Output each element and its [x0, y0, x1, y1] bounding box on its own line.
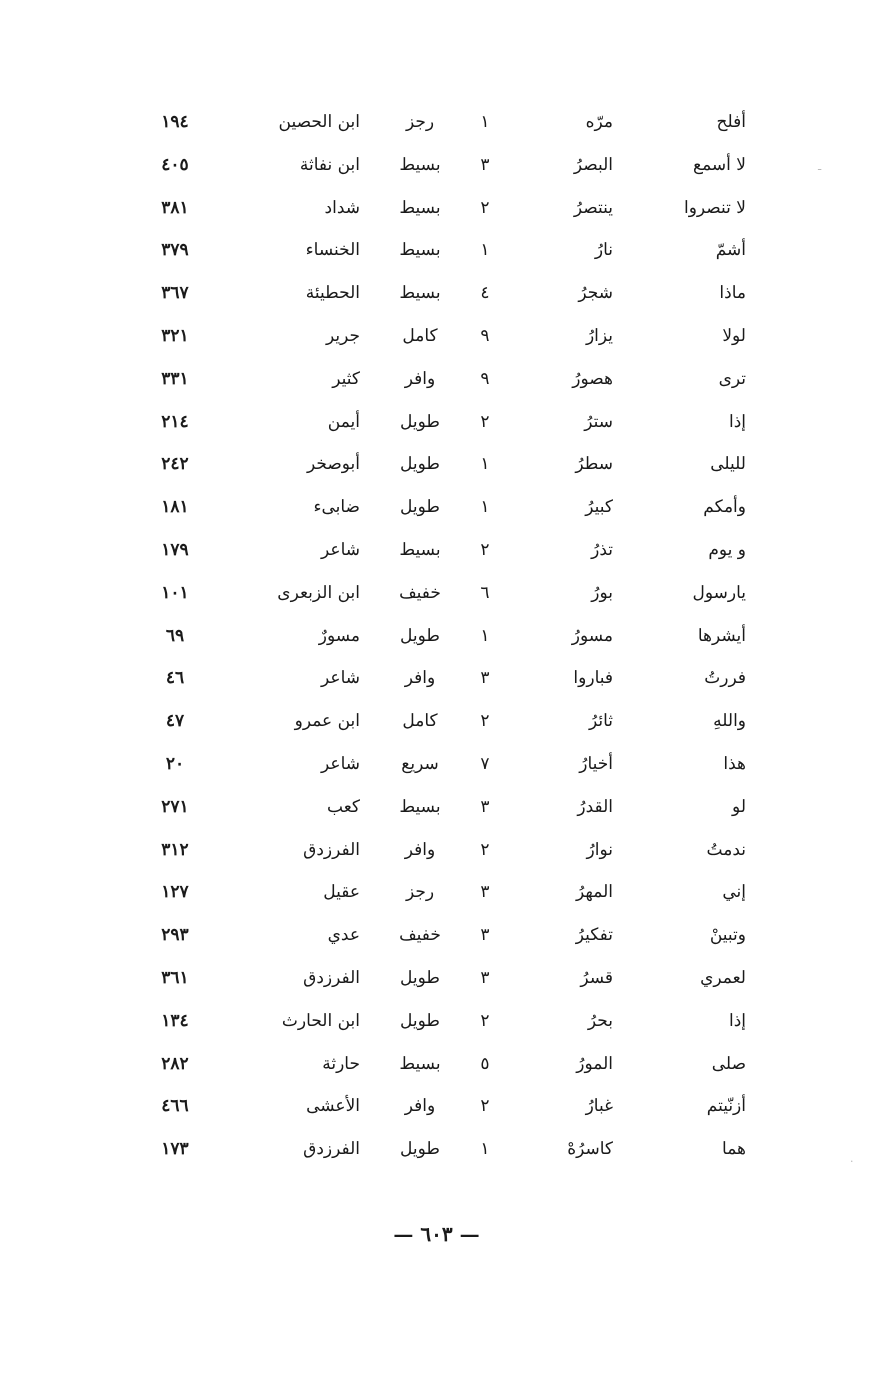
first-word: أيشرها: [697, 625, 746, 646]
meter: وافر: [404, 839, 436, 860]
rhyme-word: بحرُ: [587, 1010, 613, 1031]
table-row: [0, 315, 873, 358]
table-row: [0, 700, 873, 743]
page-ref: ٣٢١: [161, 325, 189, 346]
poet-name: الحطيئة: [305, 283, 360, 304]
poet-name: الفرزدق: [303, 839, 360, 860]
verse-count: ١: [480, 454, 490, 475]
verse-count: ٣: [480, 154, 490, 175]
page-ref: ١٩٤: [161, 112, 189, 132]
page-ref: ٣٦١: [161, 967, 189, 988]
rhyme-word: مسورُ: [571, 625, 613, 646]
meter: بسيط: [399, 197, 441, 218]
first-word: يارسول: [692, 582, 746, 603]
poet-name: ابن الزبعرى: [277, 582, 360, 603]
meter: بسيط: [399, 240, 441, 261]
rhyme-word: البصرُ: [573, 154, 613, 175]
page-ref: ٣٧٩: [161, 240, 189, 261]
meter: طويل: [400, 454, 440, 475]
meter: بسيط: [399, 283, 441, 304]
verse-count: ٣: [480, 967, 490, 988]
page-ref: ٢٩٣: [161, 925, 189, 946]
meter: بسيط: [399, 796, 441, 817]
table-row: [0, 401, 873, 444]
rhyme-word: غبارُ: [585, 1096, 613, 1117]
table-row: [0, 272, 873, 315]
first-word: ماذا: [719, 283, 746, 304]
meter: بسيط: [399, 154, 441, 175]
table-row: [0, 358, 873, 401]
poet-name: الخنساء: [305, 240, 360, 261]
first-word: واللهِ: [713, 711, 746, 732]
rhyme-word: قسرُ: [580, 967, 613, 988]
first-word: صلى: [711, 1053, 746, 1074]
poet-name: ابن الحارث: [281, 1010, 360, 1031]
meter: بسيط: [399, 1053, 441, 1074]
first-word: لليلى: [710, 454, 746, 475]
rhyme-word: نارُ: [594, 240, 613, 261]
table-row: [0, 229, 873, 272]
poet-name: جرير: [326, 325, 360, 346]
rhyme-word: سترُ: [584, 411, 613, 432]
meter: رجز: [405, 112, 435, 132]
verse-count: ١: [480, 240, 490, 261]
first-word: لا تنصروا: [683, 197, 746, 218]
verse-count: ٥: [480, 1053, 490, 1074]
meter: طويل: [400, 497, 440, 518]
page-ref: ٤٧: [165, 711, 185, 732]
page-ref: ٤٠٥: [161, 154, 189, 175]
first-word: هما: [722, 1139, 746, 1160]
first-word: أزنّيتم: [706, 1096, 746, 1117]
poet-name: شداد: [324, 197, 360, 218]
meter: كامل: [402, 711, 438, 732]
page-ref: ١٣٤: [161, 1010, 189, 1031]
table-row: [0, 914, 873, 957]
first-word: أشمّ: [715, 240, 746, 261]
table-row: [0, 529, 873, 572]
page-ref: ١٧٣: [161, 1139, 189, 1160]
table-row: [0, 871, 873, 914]
table-row: [0, 615, 873, 658]
meter: سريع: [401, 753, 439, 774]
rhyme-word: ينتصرُ: [573, 197, 613, 218]
rhyme-word: كبيرُ: [585, 497, 613, 518]
page-ref: ١٧٩: [161, 539, 189, 560]
verse-count: ١: [480, 112, 490, 132]
verse-count: ١: [480, 497, 490, 518]
page-ref: ٣٦٧: [161, 283, 189, 304]
scan-speck: ·: [850, 1155, 854, 1168]
table-row: [0, 829, 873, 872]
meter: وافر: [404, 368, 436, 389]
verse-count: ٣: [480, 668, 490, 689]
verse-count: ٦: [480, 582, 490, 603]
verse-count: ٣: [480, 882, 490, 903]
poet-name: حارثة: [322, 1053, 360, 1074]
table-row: [0, 572, 873, 615]
rhyme-word: مرّه: [585, 112, 613, 132]
poet-name: أيمن: [327, 411, 360, 432]
table-row: [0, 657, 873, 700]
verse-count: ٩: [480, 368, 490, 389]
meter: طويل: [400, 411, 440, 432]
page-ref: ٢٧١: [161, 796, 189, 817]
first-word: وتبينْ: [709, 925, 746, 946]
poet-name: ابن نفاثة: [299, 154, 360, 175]
rhyme-word: المهرُ: [576, 882, 613, 903]
meter: طويل: [400, 1010, 440, 1031]
table-row: [0, 486, 873, 529]
first-word: لولا: [722, 325, 746, 346]
table-row: [0, 786, 873, 829]
poet-name: كعب: [327, 796, 360, 817]
page-ref: ٣٣١: [161, 368, 189, 389]
poet-name: الفرزدق: [303, 1139, 360, 1160]
rhyme-word: تذرُ: [591, 539, 613, 560]
meter: رجز: [405, 882, 435, 903]
first-word: ندمتُ: [706, 839, 746, 860]
rhyme-word: يزارُ: [585, 325, 613, 346]
page-ref: ٤٦٦: [161, 1096, 189, 1117]
verse-count: ٧: [480, 753, 490, 774]
scan-speck: ـ: [818, 160, 822, 173]
first-word: لو: [732, 796, 746, 817]
verse-count: ٤: [480, 283, 490, 304]
rhyme-word: كاسرُهْ: [567, 1139, 613, 1160]
page-ref: ٣٨١: [161, 197, 189, 218]
verse-count: ١: [480, 1139, 490, 1160]
poet-name: مسورٌ: [318, 625, 360, 646]
poet-name: كثير: [332, 368, 360, 389]
rhyme-word: المورُ: [576, 1053, 613, 1074]
meter: طويل: [400, 967, 440, 988]
table-row: [0, 1128, 873, 1171]
page-ref: ١٨١: [161, 497, 189, 518]
rhyme-word: بورُ: [591, 582, 613, 603]
page-ref: ١٠١: [161, 582, 189, 603]
first-word: إذا: [728, 411, 746, 432]
table-row: [0, 743, 873, 786]
table-row: [0, 1043, 873, 1086]
first-word: إذا: [728, 1010, 746, 1031]
first-word: فررتُ: [704, 668, 746, 689]
verse-count: ٢: [480, 197, 490, 218]
poetry-index-table: [0, 101, 873, 1171]
table-row: [0, 144, 873, 187]
meter: خفيف: [399, 925, 441, 946]
first-word: لا أسمع: [693, 154, 746, 175]
rhyme-word: هصورُ: [572, 368, 613, 389]
poet-name: شاعر: [321, 539, 360, 560]
page-ref: ٢١٤: [161, 411, 189, 432]
first-word: وأمكم: [703, 497, 746, 518]
table-row: [0, 1085, 873, 1128]
first-word: لعمري: [700, 967, 746, 988]
meter: بسيط: [399, 539, 441, 560]
table-row: [0, 187, 873, 230]
verse-count: ٢: [480, 711, 490, 732]
verse-count: ٢: [480, 1010, 490, 1031]
rhyme-word: فباروا: [573, 668, 613, 689]
first-word: و يوم: [708, 539, 746, 560]
poet-name: شاعر: [321, 668, 360, 689]
page-ref: ٢٨٢: [161, 1053, 189, 1074]
rhyme-word: تفكيرُ: [575, 925, 613, 946]
meter: كامل: [402, 325, 438, 346]
page-ref: ٢٠: [165, 753, 185, 774]
rhyme-word: شجرُ: [578, 283, 613, 304]
poet-name: ضابىء: [313, 497, 360, 518]
poet-name: عقيل: [323, 882, 360, 903]
meter: طويل: [400, 1139, 440, 1160]
table-row: [0, 101, 873, 144]
meter: وافر: [404, 1096, 436, 1117]
poet-name: الفرزدق: [303, 967, 360, 988]
verse-count: ١: [480, 625, 490, 646]
table-row: [0, 443, 873, 486]
first-word: هذا: [723, 753, 746, 774]
page-number: — ٦٠٣ —: [393, 1222, 480, 1246]
meter: وافر: [404, 668, 436, 689]
table-row: [0, 957, 873, 1000]
rhyme-word: نوارُ: [586, 839, 613, 860]
meter: خفيف: [399, 582, 441, 603]
first-word: إني: [722, 882, 746, 903]
rhyme-word: ثائرُ: [588, 711, 613, 732]
verse-count: ٢: [480, 411, 490, 432]
page-ref: ١٢٧: [161, 882, 189, 903]
verse-count: ٢: [480, 539, 490, 560]
verse-count: ٣: [480, 925, 490, 946]
first-word: أفلح: [716, 112, 746, 132]
rhyme-word: القدرُ: [577, 796, 613, 817]
rhyme-word: سطرُ: [575, 454, 613, 475]
rhyme-word: أخيارُ: [579, 753, 613, 774]
table-row: [0, 1000, 873, 1043]
poet-name: عدي: [327, 925, 360, 946]
page-ref: ٢٤٢: [161, 454, 189, 475]
page-ref: ٤٦: [165, 668, 185, 689]
verse-count: ٩: [480, 325, 490, 346]
poet-name: ابن الحصين: [278, 112, 360, 132]
verse-count: ٢: [480, 1096, 490, 1117]
page-ref: ٣١٢: [161, 839, 189, 860]
poet-name: الأعشى: [306, 1096, 360, 1117]
poet-name: شاعر: [321, 753, 360, 774]
first-word: ترى: [718, 368, 746, 389]
page-ref: ٦٩: [165, 625, 185, 646]
poet-name: أبوصخر: [306, 454, 360, 475]
meter: طويل: [400, 625, 440, 646]
verse-count: ٢: [480, 839, 490, 860]
poet-name: ابن عمرو: [294, 711, 360, 732]
verse-count: ٣: [480, 796, 490, 817]
